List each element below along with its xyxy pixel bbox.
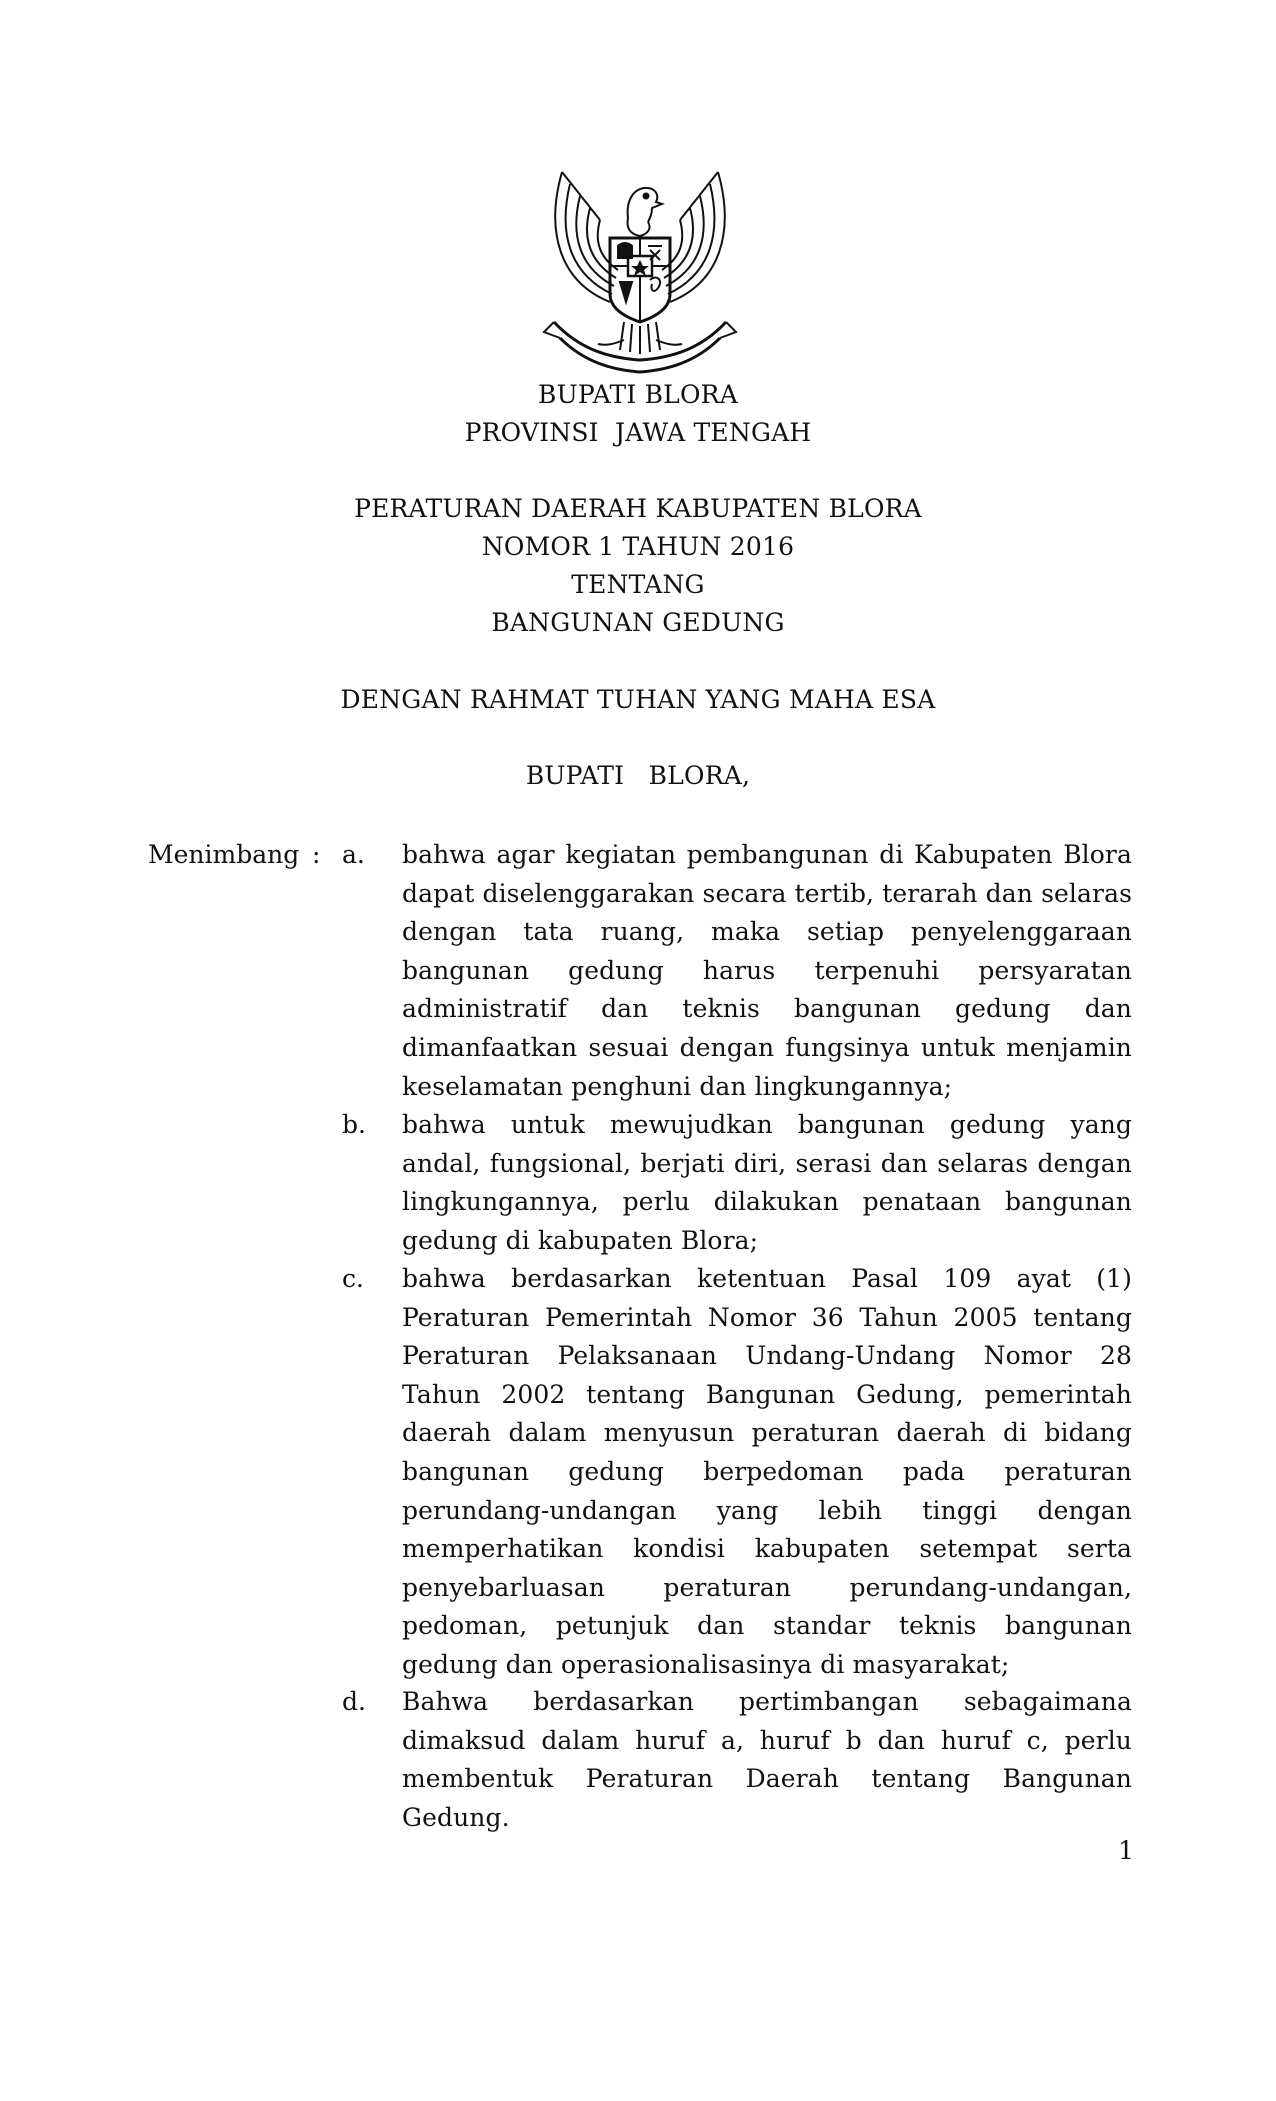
item-letter-c: c. [342, 1264, 364, 1293]
menimbang-label: Menimbang [148, 840, 300, 869]
item-text-c: bahwa berdasarkan ketentuan Pasal 109 ayat (1) Peraturan Pemerintah Nomor 36 Tahun 2005 tentang Peraturan Pelaksanaan Undang-Undang Nomor 28 Tahun 2002 tentang Bangunan Gedung, pemerintah daerah dalam menyusun peraturan daerah di bidang bangunan gedung berpedoman pada peraturan perundang-undangan yang lebih tinggi dengan memperhatikan kondisi kabupaten setempat serta penyebarluasan peraturan perundang-undangan, pedoman, petunjuk dan standar teknis bangunan gedung dan operasionalisasinya di masyarakat; [402, 1264, 1132, 1679]
header-nomor: NOMOR 1 TAHUN 2016 [481, 532, 795, 561]
item-letter-a: a. [342, 840, 365, 869]
item-letter-b: b. [342, 1110, 366, 1139]
header-tentang: TENTANG [571, 570, 705, 599]
page-number: 1 [1118, 1836, 1134, 1865]
item-text-a: bahwa agar kegiatan pembangunan di Kabupaten Blora dapat diselenggarakan secara tertib, terarah dan selaras dengan tata ruang, maka setiap penyelenggaraan bangunan gedung harus terpenuhi persyaratan administratif dan teknis bangunan gedung dan dimanfaatkan sesuai dengan fungsinya untuk menjamin keselamatan penghuni dan lingkungannya; [402, 840, 1132, 1101]
header-bupati-address: BUPATI BLORA, [525, 761, 751, 790]
header-peraturan: PERATURAN DAERAH KABUPATEN BLORA [354, 494, 922, 523]
header-subject: BANGUNAN GEDUNG [491, 608, 785, 637]
menimbang-colon: : [312, 840, 321, 869]
garuda-pancasila-icon [540, 162, 740, 374]
garuda-emblem [540, 162, 740, 374]
header-provinsi: PROVINSI JAWA TENGAH [464, 418, 812, 447]
item-text-d: Bahwa berdasarkan pertimbangan sebagaimana dimaksud dalam huruf a, huruf b dan huruf c, perlu membentuk Peraturan Daerah tentang Bangunan Gedung. [402, 1687, 1132, 1832]
header-rahmat: DENGAN RAHMAT TUHAN YANG MAHA ESA [340, 685, 936, 714]
item-letter-d: d. [342, 1687, 366, 1716]
item-text-b: bahwa untuk mewujudkan bangunan gedung yang andal, fungsional, berjati diri, serasi dan selaras dengan lingkungannya, perlu dilakukan penataan bangunan gedung di kabupaten Blora; [402, 1110, 1132, 1255]
header-bupati: BUPATI BLORA [538, 380, 738, 409]
